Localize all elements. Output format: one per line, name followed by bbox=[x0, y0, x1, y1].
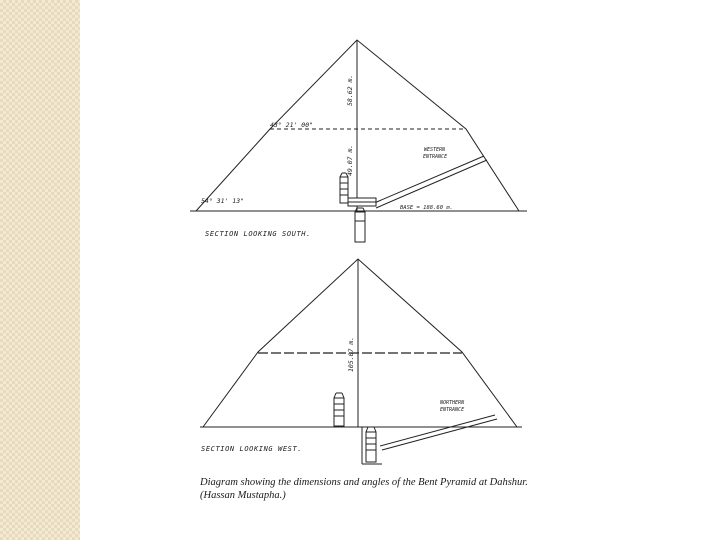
south-passage-upper bbox=[372, 156, 484, 204]
south-height-label: 58.62 m. bbox=[346, 74, 354, 106]
west-entrance-label-1: NORTHERN bbox=[440, 400, 465, 406]
west-passage-lower bbox=[382, 419, 497, 450]
caption-line-1: Diagram showing the dimensions and angles of the Bent Pyramid at Dahshur. bbox=[200, 477, 528, 488]
south-entrance-label-2: ENTRANCE bbox=[423, 154, 448, 160]
south-lower-height-label: 49.07 m. bbox=[346, 144, 354, 176]
south-chamber bbox=[340, 177, 348, 203]
west-pyramid-outline bbox=[203, 259, 517, 427]
section-west-labels bbox=[201, 337, 465, 453]
west-entrance-label-2: ENTRANCE bbox=[440, 407, 465, 413]
west-upper-chamber bbox=[334, 398, 344, 426]
west-passage-upper bbox=[380, 415, 495, 446]
south-base-label: BASE = 188.60 m. bbox=[400, 205, 453, 211]
south-lower-shaft bbox=[355, 212, 365, 242]
section-west bbox=[200, 259, 522, 464]
section-south bbox=[190, 40, 527, 242]
west-section-title: SECTION LOOKING WEST. bbox=[201, 445, 303, 453]
figure-caption bbox=[200, 476, 540, 502]
south-entrance-label-1: WESTERN bbox=[424, 147, 446, 153]
west-lower-chamber bbox=[366, 432, 376, 462]
caption-line-2: (Hassan Mustapha.) bbox=[200, 490, 286, 501]
section-south-labels bbox=[201, 75, 453, 238]
south-upper-angle: 43° 21' 00" bbox=[270, 121, 314, 129]
west-height-label: 105.07 m. bbox=[347, 336, 355, 372]
south-base-angle: 54° 31' 13" bbox=[201, 197, 245, 205]
south-section-title: SECTION LOOKING SOUTH. bbox=[205, 230, 311, 238]
south-passage-lower bbox=[376, 160, 487, 208]
